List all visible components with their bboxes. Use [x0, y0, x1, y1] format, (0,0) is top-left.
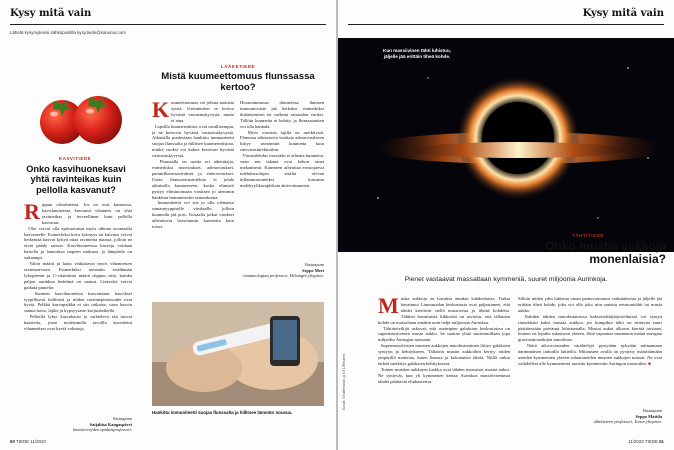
category-label: LÄÄKETIEDE — [220, 64, 256, 69]
signature-title: immunologian professori, Helsingin yliopisto. — [243, 273, 324, 279]
paragraph: Supermassiivisten mustien aukkojen muodostuminen liittyy galaksien syntyyn ja kehitykseen. Tällaisin mustin aukkoihin kertyy niiden ympärillä materiaa, kuten kaasua ja kokonaisia tähtiä. Niillä onkin tärkeä merkitys galaksien kehityksessä. — [378, 343, 510, 366]
drop-cap: K — [152, 100, 170, 122]
paragraph: Hoonoimmassa tilanteessa ihmisen immuunivaste jää heikoksi esimerkiksi ikääntymisen tai vaikean sairauden vuoksi. Tällöin kuumetta ei kehity, ja flunssatautien voi olla hankala. — [240, 100, 324, 129]
section-rule — [348, 24, 664, 25]
signature-role: Vastaajana — [304, 262, 324, 267]
paragraph: Silloin niiden ydin luhistuu oman painovoimansa vaikutuksesta ja jäljelle jää erittäin tiheä kohde, joka voi olla joko niin sanottu neutronitähti tai musta aukko. — [518, 296, 662, 313]
article-headline: Onko mustia aukkoja monenlaisia? — [545, 239, 666, 267]
paragraph: Myös virusten lajilla on merkitystä. Flunssaa aiheuttavia viruksia adenovirukseen liittyy useammin kuumetta kuin rinovirusinfektioihin. — [240, 129, 324, 153]
paragraph: Olot voivat olla epäsuotuisat myös ulkona avomaalla kasvaneelle. Esimerkiksi kova kylmyys tai kuivuus voivat heikentää kasvin kykyä ottaa ravinteita maasta, jolloin ne eivät päädy satoon. Kasvihuoneessa kasveja voidaan kastella ja lannoittaa tarpeen mukaan, ja lämpötila on vakaampi. — [24, 225, 132, 261]
drop-cap: M — [378, 296, 399, 318]
black-hole-illustration — [338, 38, 674, 252]
paragraph: Flunssalla on useita eri aiheuttajia, esimerkiksi rinovirukset, adenovirukset, parainfluenssavirukset ja enterovirukset. Usein flunssavirusinfektio ei johda aikuisella kuumeeseen, koska elimistö pystyy eliminoimaan viruksen jo aiemmin hankitun immuniteetin seurauksena. — [152, 159, 234, 200]
submit-note: Lähetä kysymyksesi sähköpostilla kysy.tiede@sanoma.com — [10, 30, 126, 35]
signature — [240, 262, 324, 279]
page-number: 61 — [659, 439, 664, 444]
section-rule — [10, 24, 326, 25]
article-body-col2 — [518, 296, 662, 404]
signature-name: Saijaliisa Kangaspävri — [89, 421, 132, 427]
tomatoes-image — [24, 80, 134, 150]
issue-number: 11/2023 — [30, 439, 46, 444]
signature-name: Seppo Mattila — [635, 413, 662, 419]
signature — [548, 408, 662, 425]
paragraph: Kahden tähden muodostamissa kaksoistähtijärjestelmissä voi syntyä rinnakkain kaksi mustaa aukkoa, jos kumpikin tähti on riittävän suuri päättäessään päivänsä luhistumalla. Mustat aukot alkavat kiertää toisiaan, kunnes ne lopulta sulautuvat yhteen. Siitä vapautuu suunnaton määrä energiaa gravitaatioaaltojen muodossa. — [518, 313, 662, 343]
paragraph: Suomen kasvihuoneissa kasvatetaan kasvikset tyypillisesti hallitusti ja niiden ravinnepitoisuudet ovat hyviä. Pelkkä kasvupaikka ei siis ratkaise, vaan kasvin saama hoito, lajike ja kypsyysaste korjuuhetkellä. — [24, 290, 132, 314]
category-label: TÄHTITIEDE — [572, 233, 604, 238]
page-footer — [628, 439, 664, 444]
page-footer — [10, 439, 46, 444]
signature-name: Seppo Meri — [302, 267, 324, 273]
thermometer-illustration — [152, 302, 324, 406]
article-body-col1 — [152, 100, 234, 296]
paragraph: Näitä aika-avaruuden värähtelyjä pystytään nykyään mittaamaan äärimmäisen tarkoilla laitteilla. Mittausten avulla on pystytty määrittämään useiden kymmenien yhteen sulautuneiden mustien aukkojen massat. Ne ovat vaihdelleet alle kymmenestä useisiin kymmeniin Auringon massoihin. — [518, 343, 662, 366]
thermometer-photo — [152, 302, 324, 406]
photo-credit: Kuvat: Shutterstock ja NTL/Reuters — [342, 353, 346, 410]
end-mark: ■ — [648, 360, 651, 366]
signature-role: Vastaajana — [642, 408, 662, 413]
signature — [24, 416, 132, 433]
black-hole-image — [338, 38, 674, 252]
left-page — [0, 0, 336, 450]
article-body-col1 — [378, 296, 510, 432]
drop-cap: R — [24, 202, 40, 224]
article-headline: Onko kasvihuoneksavi yhtä ravinteikas kuin pellolla kasvanut? — [26, 164, 126, 195]
photo-caption: Hankittu immuniteetti suojaa flunssalta ja hillitsee lämmön nousua. — [152, 410, 293, 415]
article-body — [24, 202, 132, 414]
image-caption: Kun massiivinen tähti luhistuu, jäljelle jää erittäin tiheä kohde. — [383, 48, 451, 59]
paragraph: Valon määrä ja laatu vaikuttavat myös vihannesten ravintoarvoon. Esimerkiksi tomaatin sisältämän lykopeenin ja C-vitamiinin määrä riippuu siitä, kuinka paljon aurinkoa hedelmä on saanut. Lisävalot voivat paikata puutetta. — [24, 261, 132, 290]
paragraph: ustia aukkoja on havaittu ainakin kahdenlaisia. Tarkat havainnot Linnunradan keskustasta ovat paljastaneet, että tähdet kiertävät siellä massiivista ja tiheää kohdetta. Tähtien havaituista liikkeistä on arvioitu, että tällainen kohde on massaltaan ainakin noin neljä miljoonaa Aurinkoa. — [378, 296, 510, 325]
signature-title: kasviterveyden apulaisprofessori. — [73, 427, 132, 433]
article-headline: Mistä kuumeettomuus flunssassa kertoo? — [161, 71, 315, 93]
section-title: Kysy mitä vain — [582, 8, 664, 19]
right-page — [338, 0, 674, 450]
page-number: 60 — [10, 439, 15, 444]
paragraph: uumeettomuus voi johtua monista syistä. Useimmiten se kertoo hyvästä vastustuskyvystä, mutta ei aina. — [171, 100, 234, 123]
category-label: KASVITIEDE — [58, 156, 92, 161]
signature-role: Vastaajana — [112, 416, 132, 421]
section-title: Kysy mitä vain — [10, 8, 92, 19]
magazine-name: TIEDE — [644, 439, 658, 444]
article-body-col2 — [240, 100, 324, 258]
article-ingress: Pienet vastaavat massaltaan kymmeniä, suuret miljoonia Aurinkoja. — [404, 276, 608, 283]
paragraph: Tähtitieteilijät uskovat, että useimpien galaksien keskustoissa on supermassiivinen musta aukko. Se saattaa yltää suurimmillaan jopa miljardin Auringon massaan. — [378, 325, 510, 343]
magazine-name: TIEDE — [16, 439, 30, 444]
paragraph: ippuu olosuhteista. Jos ne ovat kunnossa, kasvihuoneessa kasvanut vihannes on yhtä ravinteikas ja terveellinen kuin pellolla kasvanut. — [41, 202, 132, 225]
paragraph: Pelloilla lyhyt kasvukausi ja vaihteleva sää tuovat haasteita, joten molemmilla tavoilla kasvatetut vihannekset ovat hyviä valintoja. — [24, 314, 132, 332]
issue-number: 11/2023 — [628, 439, 644, 444]
paragraph: Toinen mustien aukkojen luokka ovat tähden massaiset mustat aukot. Ne syntyvät, kun yli kymmenen kertaa Aurinkoa massiivisemmat tähdet päättävät elinkaarensa. — [378, 366, 510, 384]
paragraph: Immuniteetti voi siis jo olla olemassa samantyyppiselle virukselle, jolloin kuumeilu jää pois. Toisaalta jotkut virukset aiheuttavat harvemmin kuumetta kuin toiset. — [152, 200, 234, 230]
paragraph: Virustulehdus itsessään ei aiheuta kuumetta, vaan sen takana ovat kehon omat mekanismit. Kuumeen aiheuttaa erosiojaessi tulehdussolujen sisältä olevan inflammasomeiksi kutsutun molekyylikompleksin aktivoituminen. — [240, 153, 324, 188]
signature-title: tähtitieteen professori, Turun yliopisto. — [593, 419, 662, 425]
paragraph: Lapsilla kuumereaktiot ovat tavallisempia, ja ne kertovat hyvästä vastustuskyvystä. Aikuisilla puolestaan hankittu immuniteetti suojaa flunssalta ja hillitsee kuumereaktiota, minkä vuoksi voi kokea kertovan hyvästä vastustuskyvystä. — [152, 123, 234, 159]
